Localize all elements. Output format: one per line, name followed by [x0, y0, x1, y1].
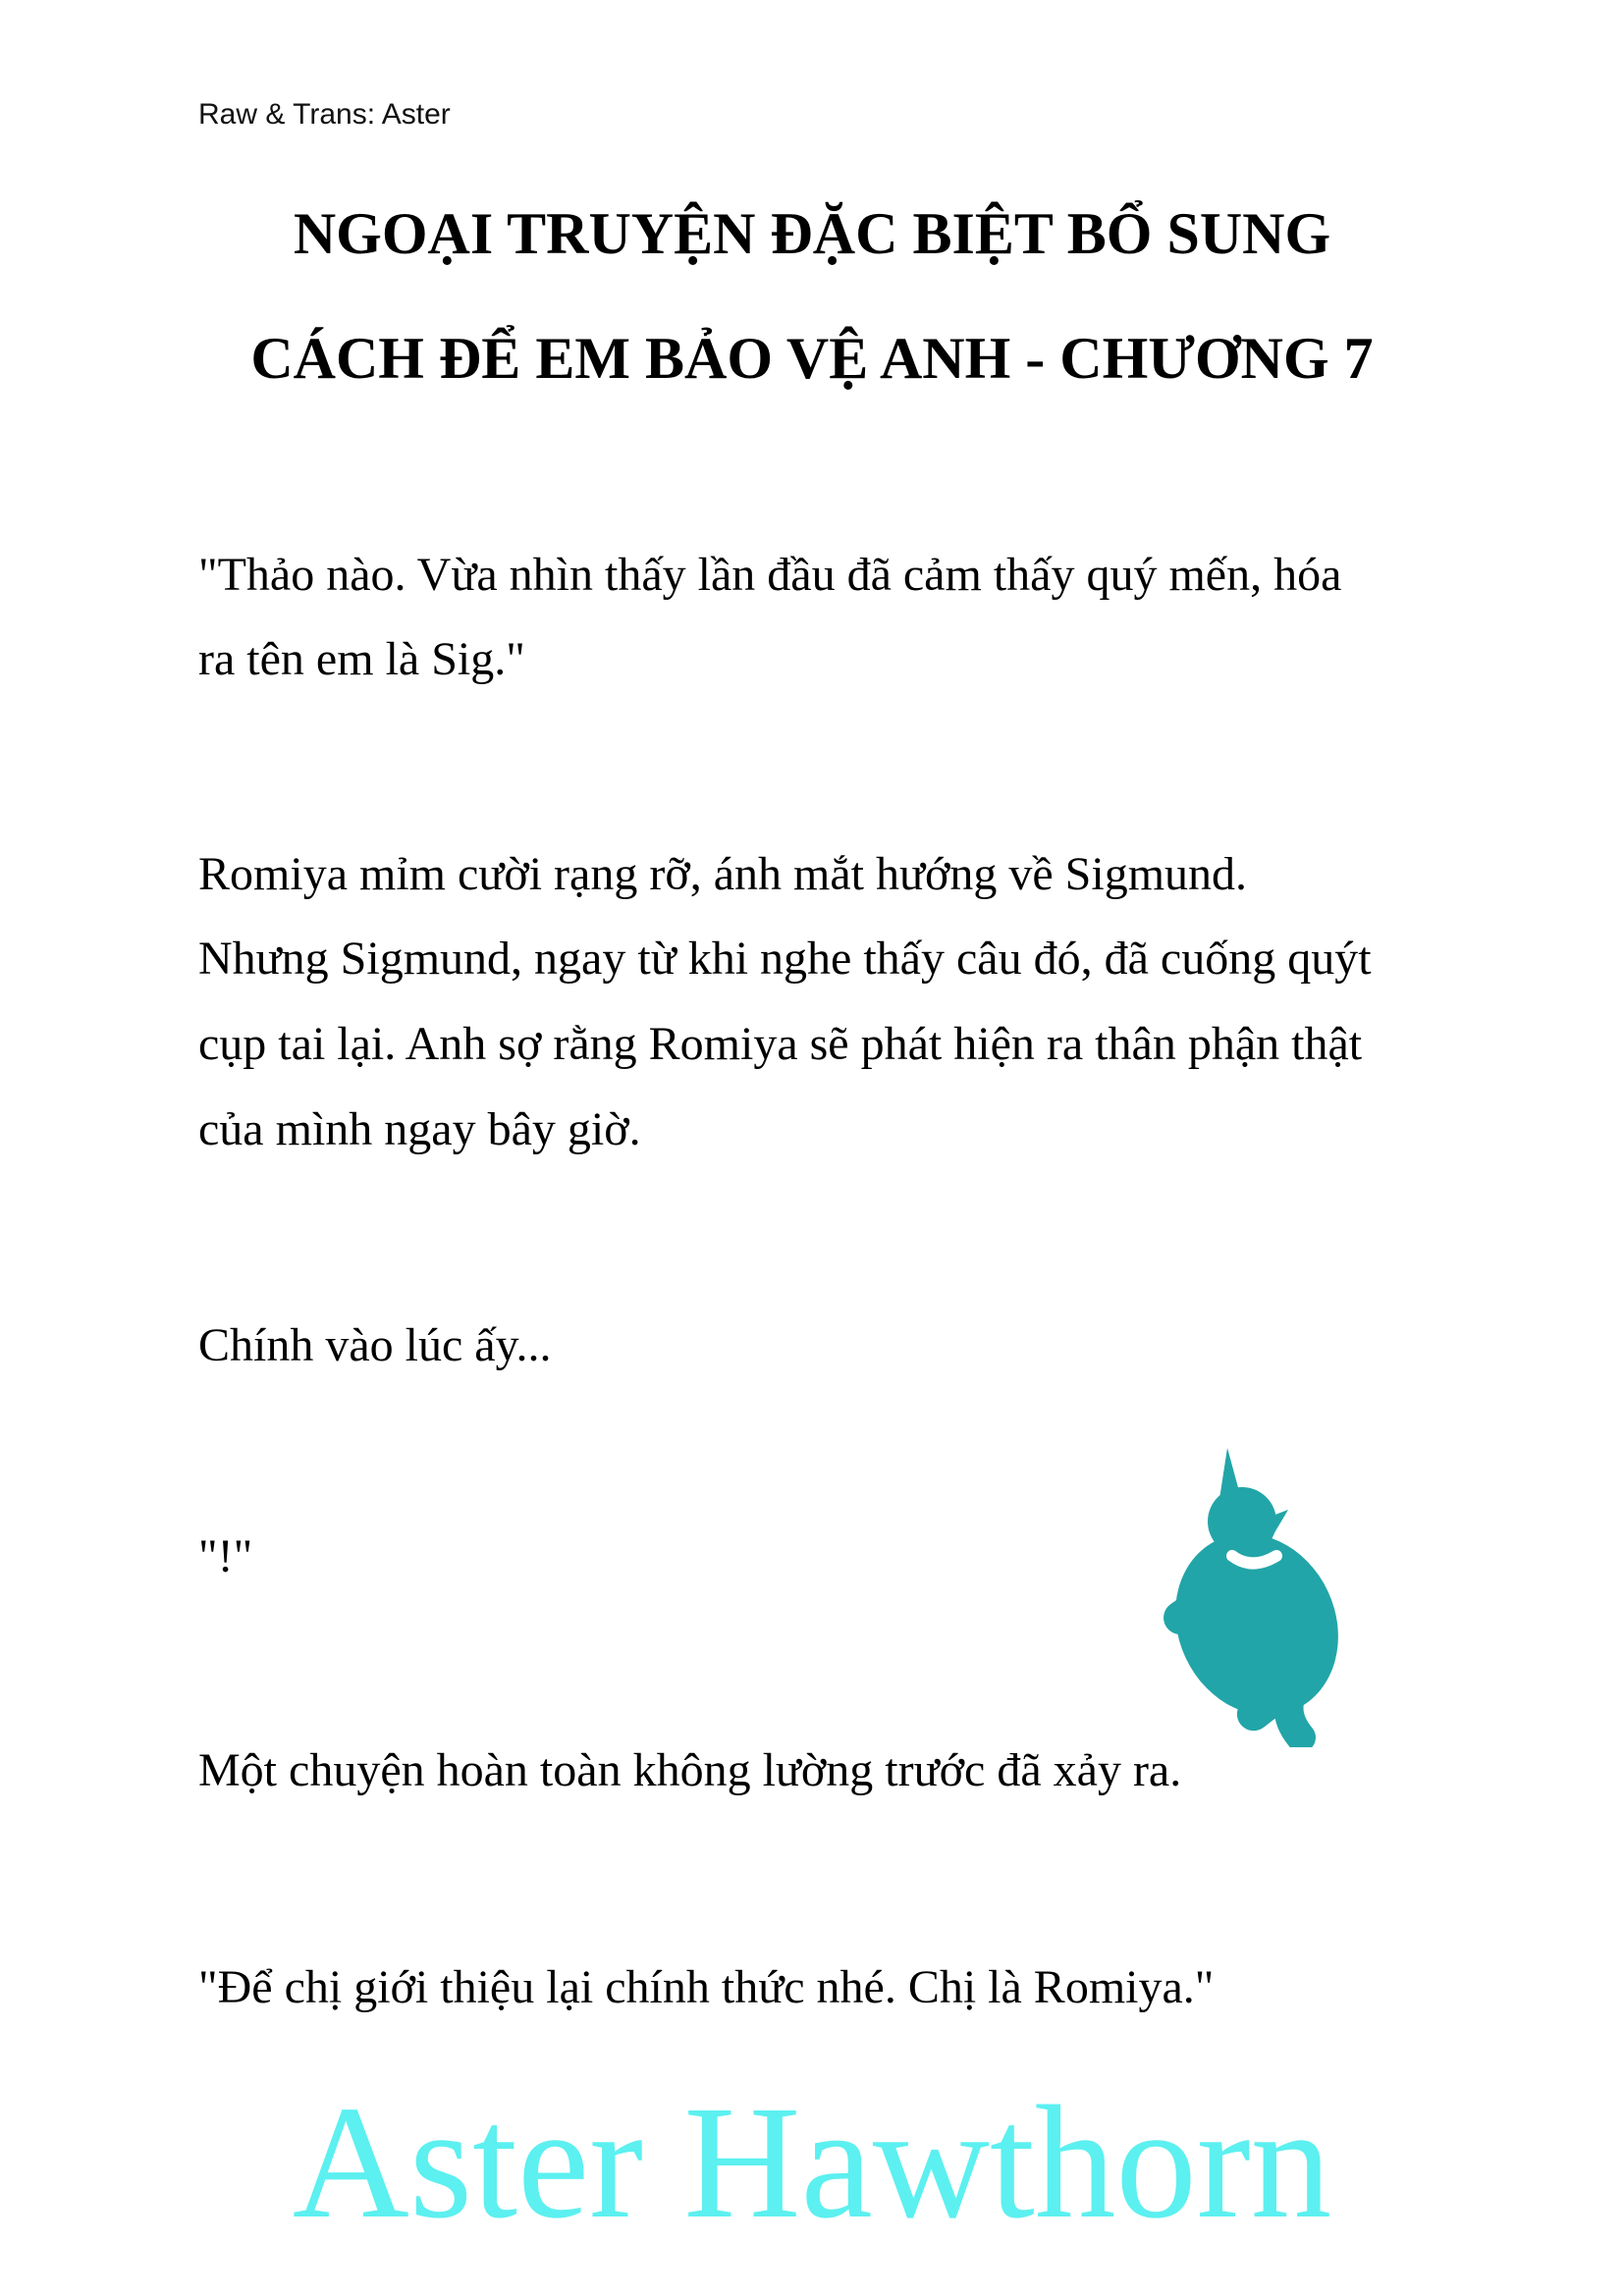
cat-logo-icon [1119, 1414, 1345, 1747]
body-line: cụp tai lại. Anh sợ rằng Romiya sẽ phát hiện ra thân phận thật [198, 1018, 1363, 1070]
body-line: "Để chị giới thiệu lại chính thức nhé. Chị là Romiya." [198, 1961, 1215, 2013]
body-line: Nhưng Sigmund, ngay từ khi nghe thấy câu đó, đã cuống quýt [198, 933, 1372, 985]
title-line-2: CÁCH ĐỂ EM BẢO VỆ ANH - CHƯƠNG 7 [250, 326, 1374, 391]
body-line: của mình ngay bây giờ. [198, 1103, 641, 1155]
body-line: Một chuyện hoàn toàn không lường trước đã xảy ra. [198, 1744, 1182, 1796]
body-line: ra tên em là Sig." [198, 633, 525, 685]
body-line: Chính vào lúc ấy... [198, 1319, 552, 1371]
watermark-text: Aster Hawthorn [292, 2072, 1332, 2252]
body-line: "Thảo nào. Vừa nhìn thấy lần đầu đã cảm thấy quý mến, hóa [198, 549, 1342, 601]
title-line-1: NGOẠI TRUYỆN ĐẶC BIỆT BỔ SUNG [293, 201, 1331, 266]
credit-line: Raw & Trans: Aster [198, 98, 451, 131]
body-line: "!" [198, 1530, 253, 1582]
body-line: Romiya mỉm cười rạng rỡ, ánh mắt hướng về Sigmund. [198, 848, 1248, 900]
